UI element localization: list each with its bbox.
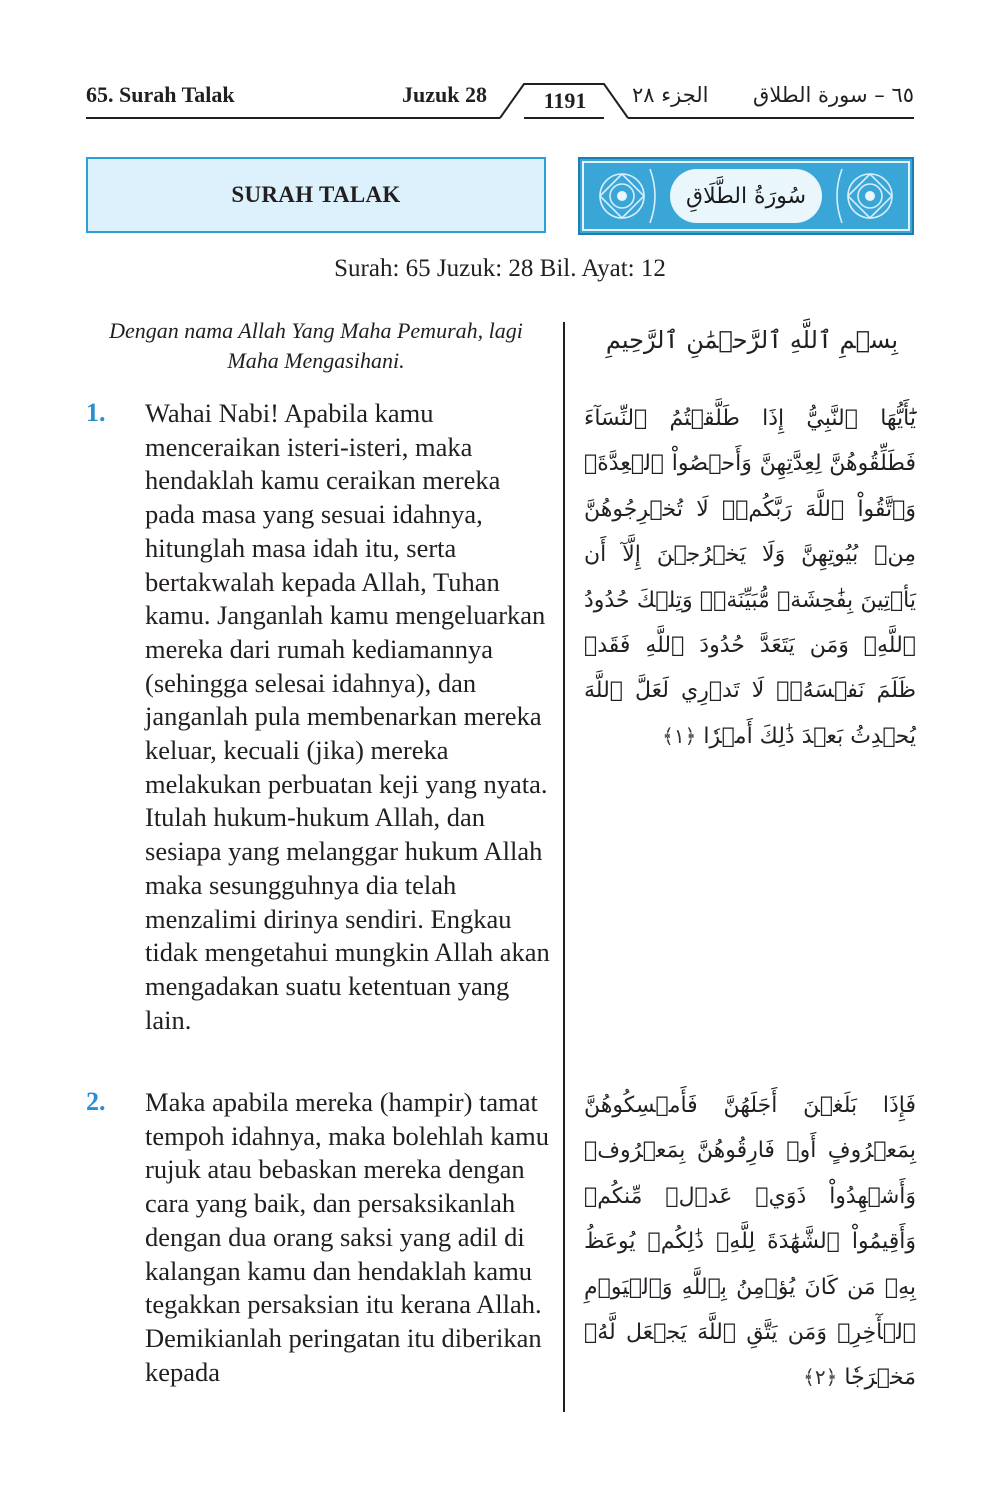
verse-arabic-text: يَٰٓأَيُّهَا ٱلنَّبِيُّ إِذَا طَلَّقۡتُمُ ٱلنِّسَآءَ فَطَلِّقُوهُنَّ لِعِدَّتِهِنَّ وَأَحۡصُواْ ٱلۡعِدَّةَۖ وَٱتَّقُواْ ٱللَّهَ رَبَّكُمۡۖ لَا تُخۡرِجُوهُنَّ مِنۢ بُيُوتِهِنَّ وَلَا يَخۡرُجۡنَ إِلَّآ أَن يَأۡتِينَ بِفَٰحِشَةٖ مُّبَيِّنَةٖۚ وَتِلۡكَ حُدُودُ ٱللَّهِۚ وَمَن يَتَعَدَّ حُدُودَ ٱللَّهِ فَقَدۡ ظَلَمَ نَفۡسَهُۥۚ لَا تَدۡرِي لَعَلَّ ٱللَّهَ يُحۡدِثُ بَعۡدَ ذَٰلِكَ أَمۡرٗا xyxy=(584,406,916,749)
header-surah-arabic: ٦٥ – سورة الطلاق xyxy=(753,83,914,107)
surah-title: SURAH TALAK xyxy=(231,182,401,207)
basmala-translation: Dengan nama Allah Yang Maha Pemurah, lagi Maha Mengasihani. xyxy=(109,318,523,373)
arabic-title-banner xyxy=(578,157,914,235)
column-divider xyxy=(563,322,565,1412)
header-juzuk: Juzuk 28 xyxy=(402,82,487,107)
verse-translation: Wahai Nabi! Apabila kamu menceraikan isteri-isteri, maka hendaklah kamu ceraikan mereka pada masa yang sesuai idahnya, hitunglah masa idah itu, serta bertakwalah kepada Allah, Tuhan kamu. Janganlah kamu mengeluarkan mereka dari rumah kediamannya (sehingga selesai idahnya), dan janganlah pula membenarkan mereka keluar, kecuali (jika) mereka melakukan perbuatan keji yang nyata. Itulah hukum-hukum Allah, dan sesiapa yang melanggar hukum Allah maka sesungguhnya dia telah menzalimi dirinya sendiri. Engkau tidak mengetahui mungkin Allah akan mengadakan suatu ketentuan yang lain. xyxy=(145,398,550,1035)
header-rule xyxy=(0,0,1000,130)
verse-arabic xyxy=(584,1083,916,1401)
surah-title-box xyxy=(86,157,546,233)
basmala-arabic: بِسۡمِ ٱللَّهِ ٱلرَّحۡمَٰنِ ٱلرَّحِيمِ xyxy=(605,326,899,354)
surah-info: Surah: 65 Juzuk: 28 Bil. Ayat: 12 xyxy=(334,255,666,282)
ayah-end-marker: ﴿١﴾ xyxy=(662,723,697,748)
page-number: 1191 xyxy=(543,88,587,113)
verse-number: 2. xyxy=(86,1087,106,1116)
verse-number: 1. xyxy=(86,398,106,427)
ayah-end-marker: ﴿٢﴾ xyxy=(803,1365,838,1390)
verse-translation: Maka apabila mereka (hampir) tamat tempoh idahnya, maka bolehlah kamu rujuk atau bebaskan mereka dengan cara yang baik, dan persaksikanlah dengan dua orang saksi yang adil di kalangan kamu dan hendaklah kamu tegakkan persaksian itu kerana Allah. Demikianlah peringatan itu diberikan kepada xyxy=(145,1087,550,1387)
verse-arabic xyxy=(584,396,916,759)
verse-arabic-text: فَإِذَا بَلَغۡنَ أَجَلَهُنَّ فَأَمۡسِكُوهُنَّ بِمَعۡرُوفٍ أَوۡ فَارِقُوهُنَّ بِمَعۡرُوفٖ وَأَشۡهِدُواْ ذَوَيۡ عَدۡلٖ مِّنكُمۡ وَأَقِيمُواْ ٱلشَّهَٰدَةَ لِلَّهِۚ ذَٰلِكُمۡ يُوعَظُ بِهِۦ مَن كَانَ يُؤۡمِنُ بِٱللَّهِ وَٱلۡيَوۡمِ ٱلۡأٓخِرِۚ وَمَن يَتَّقِ ٱللَّهَ يَجۡعَل لَّهُۥ مَخۡرَجٗا xyxy=(584,1093,916,1391)
header-juz-arabic: الجزء ٢٨ xyxy=(632,83,709,107)
header-surah-name: 65. Surah Talak xyxy=(86,82,235,107)
surah-title-arabic: سُورَةُ الطَّلَاقِ xyxy=(670,169,822,223)
